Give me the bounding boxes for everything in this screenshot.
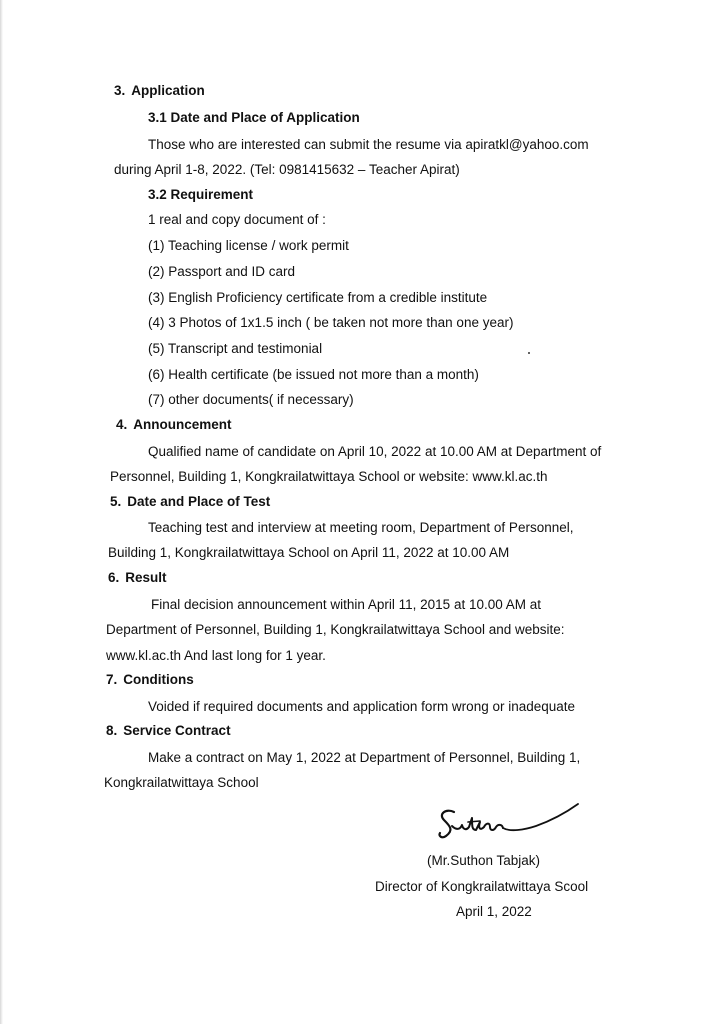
requirement-item: (3) English Proficiency certificate from a credible institute — [148, 290, 488, 305]
section-6-number: 6. — [108, 570, 120, 585]
page-edge-shadow — [0, 0, 3, 1024]
requirement-item: (5) Transcript and testimonial — [148, 341, 323, 356]
section-4-line-2: Personnel, Building 1, Kongkrailatwittaya School or website: www.kl.ac.th — [110, 469, 548, 484]
requirement-item: (6) Health certificate (be issued not more than a month) — [148, 367, 479, 382]
section-7-number: 7. — [106, 672, 118, 687]
requirement-item: (7) other documents( if necessary) — [148, 392, 354, 407]
section-5-heading — [110, 494, 270, 510]
section-6-line-3: www.kl.ac.th And last long for 1 year. — [106, 648, 326, 663]
section-5-line-2: Building 1, Kongkrailatwittaya School on April 11, 2022 at 10.00 AM — [108, 545, 510, 560]
section-4-title: Announcement — [133, 417, 232, 432]
section-7-title: Conditions — [123, 672, 194, 687]
section-6-line-2: Department of Personnel, Building 1, Kongkrailatwittaya School and website: — [106, 622, 565, 637]
signatory-position: Director of Kongkrailatwittaya Scool — [375, 879, 589, 894]
section-4-heading — [116, 417, 232, 433]
section-7-heading — [106, 672, 194, 688]
section-8-title: Service Contract — [123, 723, 231, 738]
signature-date: April 1, 2022 — [456, 904, 532, 919]
section-8-number: 8. — [106, 723, 118, 738]
signatory-name: (Mr.Suthon Tabjak) — [427, 853, 541, 868]
subsection-3-2-title: 3.2 Requirement — [148, 187, 254, 202]
section-6-title: Result — [125, 570, 167, 585]
section-6-heading — [108, 570, 167, 586]
section-3-title: Application — [131, 83, 205, 98]
subsection-3-1-line-2: during April 1-8, 2022. (Tel: 0981415632 – Teacher Apirat) — [114, 162, 460, 177]
requirement-item: (4) 3 Photos of 1x1.5 inch ( be taken not more than one year) — [148, 315, 514, 330]
section-6-line-1: Final decision announcement within April 11, 2015 at 10.00 AM at — [151, 597, 541, 612]
requirement-item: (1) Teaching license / work permit — [148, 238, 349, 253]
section-5-title: Date and Place of Test — [127, 494, 271, 509]
section-8-line-2: Kongkrailatwittaya School — [104, 775, 259, 790]
section-3-heading — [114, 83, 205, 99]
requirement-intro: 1 real and copy document of : — [148, 212, 326, 227]
subsection-3-1-line-1: Those who are interested can submit the resume via apiratkl@yahoo.com — [148, 137, 589, 152]
section-7-line-1: Voided if required documents and application form wrong or inadequate — [148, 699, 576, 714]
section-4-line-1: Qualified name of candidate on April 10, 2022 at 10.00 AM at Department of — [148, 444, 602, 459]
section-5-line-1: Teaching test and interview at meeting room, Department of Personnel, — [148, 520, 574, 535]
handwritten-signature — [432, 800, 582, 846]
requirement-item: (2) Passport and ID card — [148, 264, 296, 279]
section-5-number: 5. — [110, 494, 122, 509]
section-8-heading — [106, 723, 231, 739]
stray-dot-mark — [528, 352, 530, 354]
section-8-line-1: Make a contract on May 1, 2022 at Department of Personnel, Building 1, — [148, 750, 581, 765]
section-4-number: 4. — [116, 417, 128, 432]
subsection-3-1-title: 3.1 Date and Place of Application — [148, 110, 360, 125]
section-3-number: 3. — [114, 83, 126, 98]
